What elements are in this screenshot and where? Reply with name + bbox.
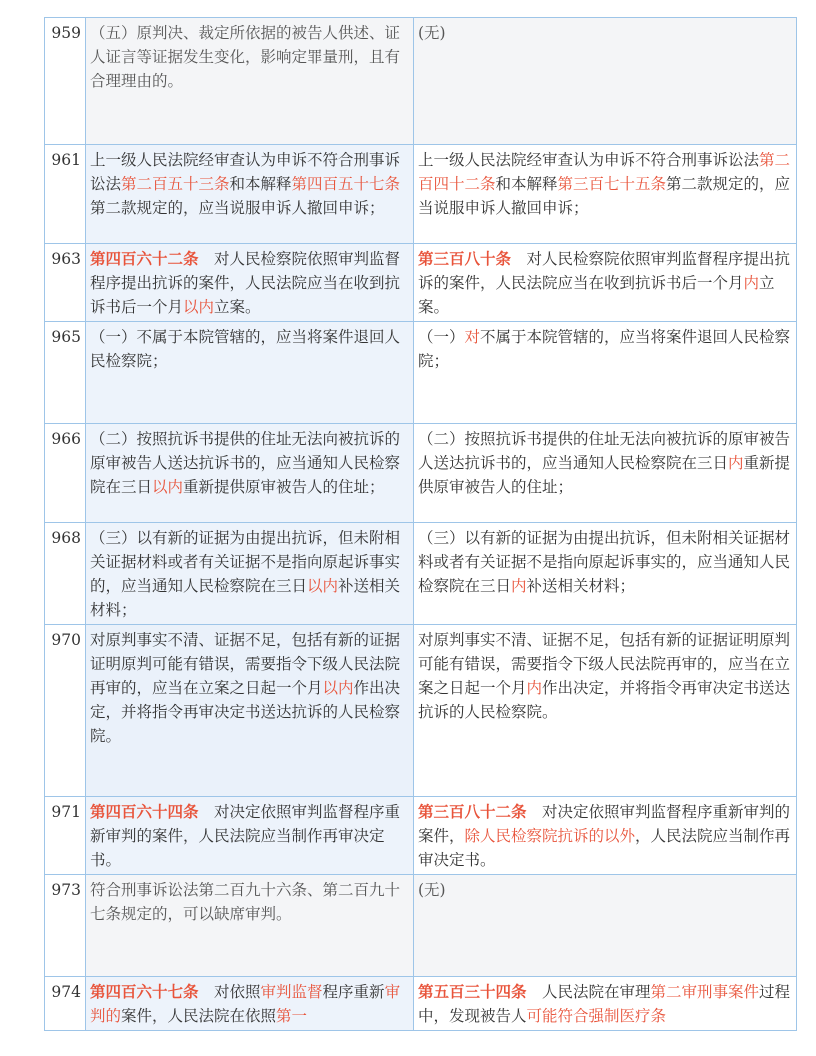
text-segment: 第二款规定的，应当说服申诉人撤回申诉； (418, 175, 791, 217)
row-number: 974 (45, 977, 86, 1031)
text-segment: 重新提供原审被告人的住址； (183, 478, 385, 496)
text-segment: (无) (418, 24, 446, 42)
old-text-cell (414, 244, 797, 322)
old-text-cell (414, 977, 797, 1031)
highlighted-text: 可能符合强制医疗条 (526, 1007, 667, 1025)
highlighted-text: 以内 (322, 679, 354, 697)
text-segment: 上一级人民法院经审查认为申诉不符合刑事诉讼法 (90, 151, 401, 193)
text-segment: 补送相关材料； (90, 577, 401, 619)
old-text-cell (414, 18, 797, 145)
highlighted-text: 第五百三十四条 (418, 982, 527, 1001)
text-segment: （三）以有新的证据为由提出抗诉，但未附相关证据材料或者有关证据不是指向原起诉事实的，应当通知人民检察院在三日 (418, 529, 791, 595)
row-number: 959 (45, 18, 86, 145)
new-text-cell (86, 977, 414, 1031)
row-number: 966 (45, 424, 86, 523)
text-segment: （二）按照抗诉书提供的住址无法向被抗诉的原审被告人送达抗诉书的，应当通知人民检察院在三日 (418, 430, 791, 472)
text-segment: 重新提供原审被告人的住址； (418, 454, 791, 496)
text-segment: 对决定依照审判监督程序重新审判的案件， (418, 803, 791, 845)
text-segment: 作出决定，并将指令再审决定书送达抗诉的人民检察院。 (90, 679, 401, 745)
text-segment: 程序重新 (322, 983, 385, 1001)
highlighted-text: 第一 (276, 1007, 308, 1025)
text-segment: 第二款规定的，应当说服申诉人撤回申诉； (90, 199, 385, 217)
old-text-cell (414, 875, 797, 977)
highlighted-text: 内 (728, 454, 744, 472)
table-row (45, 875, 797, 977)
highlighted-text: 第四百六十二条 (90, 249, 199, 268)
new-text-cell (86, 625, 414, 797)
text-segment: 对依照 (198, 983, 261, 1001)
text-segment: （一）不属于本院管辖的，应当将案件退回人民检察院； (90, 328, 401, 370)
text-segment: 立案。 (418, 274, 775, 316)
table-row (45, 424, 797, 523)
row-number: 961 (45, 145, 86, 244)
table-row (45, 797, 797, 875)
text-segment: 人民法院在审理 (526, 983, 651, 1001)
highlighted-text: 第四百五十七条 (291, 175, 401, 193)
highlighted-text: 第三百七十五条 (557, 175, 667, 193)
highlighted-text: 第二百四十二条 (418, 151, 791, 193)
text-segment: （二）按照抗诉书提供的住址无法向被抗诉的原审被告人送达抗诉书的，应当通知人民检察院在三日 (90, 430, 401, 496)
text-segment: （五）原判决、裁定所依据的被告人供述、证人证言等证据发生变化，影响定罪量刑，且有合理理由的。 (90, 24, 401, 90)
new-text-cell (86, 875, 414, 977)
text-segment: 和本解释 (229, 175, 292, 193)
text-segment: 作出决定，并将指令再审决定书送达抗诉的人民检察院。 (418, 679, 791, 721)
new-text-cell (86, 244, 414, 322)
text-segment: 对原判事实不清、证据不足，包括有新的证据证明原判可能有错误，需要指令下级人民法院再审的，应当在立案之日起一个月 (90, 631, 401, 697)
old-text-cell (414, 145, 797, 244)
table-row (45, 523, 797, 625)
old-text-cell (414, 797, 797, 875)
row-number: 965 (45, 322, 86, 424)
highlighted-text: 第四百六十四条 (90, 802, 199, 821)
table-row (45, 244, 797, 322)
text-segment: 对决定依照审判监督程序重新审判的案件，人民法院应当制作再审决定书。 (90, 803, 401, 869)
new-text-cell (86, 145, 414, 244)
text-segment: 不属于本院管辖的，应当将案件退回人民检察院； (418, 328, 791, 370)
new-text-cell (86, 322, 414, 424)
table-row (45, 18, 797, 145)
text-segment: 案件，人民法院在依照 (121, 1007, 277, 1025)
text-segment: 上一级人民法院经审查认为申诉不符合刑事诉讼法 (418, 151, 760, 169)
text-segment: 补送相关材料； (526, 577, 636, 595)
highlighted-text: 第三百八十二条 (418, 802, 527, 821)
text-segment: 对原判事实不清、证据不足，包括有新的证据证明原判可能有错误，需要指令下级人民法院再审的，应当在立案之日起一个月 (418, 631, 791, 697)
text-segment: 符合刑事诉讼法第二百九十六条、第二百九十七条规定的，可以缺席审判。 (90, 881, 401, 923)
row-number: 971 (45, 797, 86, 875)
highlighted-text: 以内 (152, 478, 184, 496)
highlighted-text: 第三百八十条 (418, 249, 512, 268)
old-text-cell (414, 424, 797, 523)
new-text-cell (86, 797, 414, 875)
text-segment: (无) (418, 881, 446, 899)
highlighted-text: 第二审刑事案件 (650, 983, 760, 1001)
highlighted-text: 内 (526, 679, 543, 697)
new-text-cell (86, 18, 414, 145)
highlighted-text: 审判的 (90, 983, 401, 1025)
table-row (45, 977, 797, 1031)
highlighted-text: 除人民检察院抗诉的以外 (464, 827, 636, 845)
highlighted-text: 第四百六十七条 (90, 982, 199, 1001)
row-number: 970 (45, 625, 86, 797)
comparison-table (44, 17, 797, 1031)
table-row (45, 145, 797, 244)
text-segment: 对人民检察院依照审判监督程序提出抗诉的案件，人民法院应当在收到抗诉书后一个月 (90, 250, 401, 316)
text-segment: 对人民检察院依照审判监督程序提出抗诉的案件，人民法院应当在收到抗诉书后一个月 (418, 250, 791, 292)
row-number: 968 (45, 523, 86, 625)
highlighted-text: 第二百五十三条 (121, 175, 230, 193)
table-row (45, 322, 797, 424)
old-text-cell (414, 523, 797, 625)
old-text-cell (414, 625, 797, 797)
text-segment: 立案。 (214, 298, 261, 316)
new-text-cell (86, 424, 414, 523)
new-text-cell (86, 523, 414, 625)
text-segment: （一） (418, 328, 465, 346)
text-segment: 过程中，发现被告人 (418, 983, 791, 1025)
highlighted-text: 内 (743, 274, 760, 292)
highlighted-text: 内 (511, 577, 527, 595)
highlighted-text: 对 (464, 328, 481, 346)
table-row (45, 625, 797, 797)
text-segment: （三）以有新的证据为由提出抗诉，但未附相关证据材料或者有关证据不是指向原起诉事实的，应当通知人民检察院在三日 (90, 529, 401, 595)
row-number: 973 (45, 875, 86, 977)
text-segment: ，人民法院应当制作再审决定书。 (418, 827, 791, 869)
row-number: 963 (45, 244, 86, 322)
text-segment: 和本解释 (495, 175, 558, 193)
highlighted-text: 以内 (307, 577, 339, 595)
old-text-cell (414, 322, 797, 424)
highlighted-text: 以内 (183, 298, 215, 316)
highlighted-text: 审判监督 (260, 983, 323, 1001)
